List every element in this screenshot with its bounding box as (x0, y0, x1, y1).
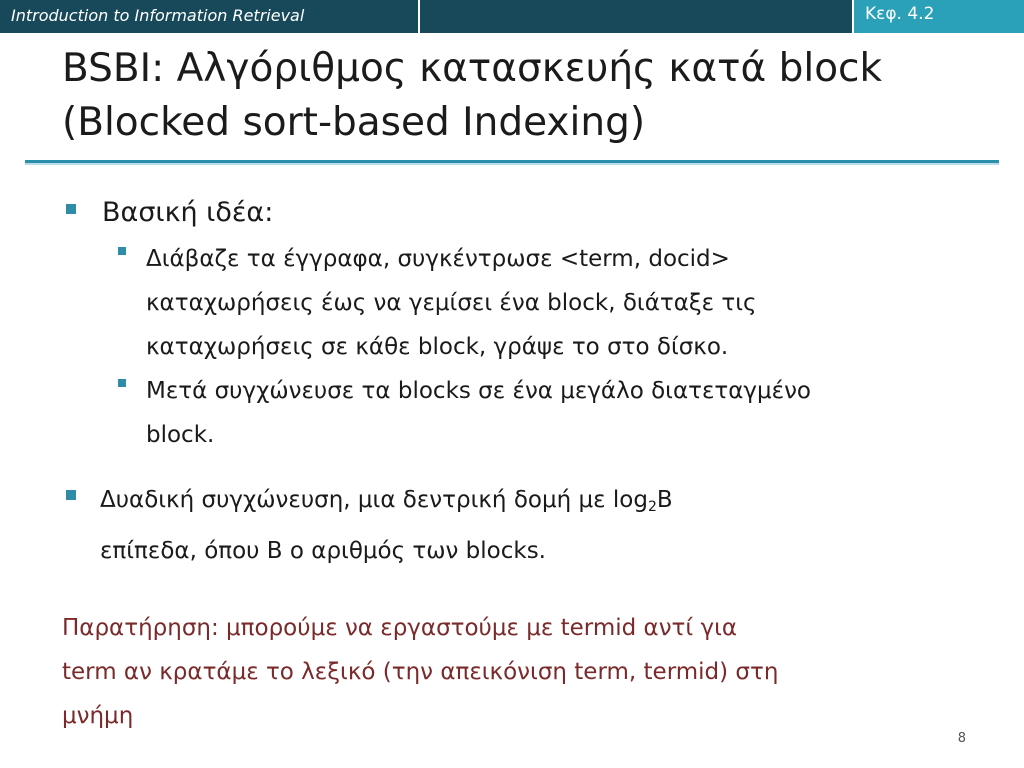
header-spacer (420, 0, 852, 33)
chapter-banner (854, 0, 1024, 33)
square-bullet-icon (118, 247, 126, 255)
note-line: μνήμη (62, 703, 134, 729)
header-bar (0, 0, 1024, 33)
binary-merge-line-1 (100, 478, 673, 529)
note-line: Παρατήρηση: μπορούμε να εργαστούμε με termid αντί για (62, 615, 738, 641)
sub-bullet-line: καταχωρήσεις έως να γεμίσει ένα block, διάταξε τις (146, 290, 757, 316)
sub-bullet-line: Μετά συγχώνευσε τα blocks σε ένα μεγάλο διατεταγμένο (146, 378, 811, 404)
slide-title (62, 42, 1012, 150)
bullet-binary-merge-text (100, 478, 673, 573)
square-bullet-icon (66, 204, 76, 214)
observation-note (62, 606, 778, 738)
sub-bullet-line: καταχωρήσεις σε κάθε block, γράψε το στο δίσκο. (146, 334, 729, 360)
square-bullet-icon (118, 379, 126, 387)
sub-bullet-read-documents-text (146, 237, 757, 369)
slide-title-line-2: (Blocked sort-based Indexing) (62, 100, 646, 145)
binary-merge-prefix: Δυαδική συγχώνευση, μια δεντρική δομή με log (100, 487, 648, 513)
sub-bullet-line: block. (146, 422, 215, 448)
chapter-label: Κεφ. 4.2 (865, 4, 935, 24)
note-line: term αν κρατάμε το λεξικό (την απεικόνιση term, termid) στη (62, 659, 779, 685)
course-banner (0, 0, 418, 33)
binary-merge-suffix: B (656, 487, 673, 513)
slide-title-line-1: BSBI: Αλγόριθμος κατασκευής κατά block (62, 46, 883, 91)
title-divider-shadow (25, 163, 999, 165)
sub-bullet-merge-blocks-text (146, 369, 811, 457)
sub-bullet-line: Διάβαζε τα έγγραφα, συγκέντρωσε <term, docid> (146, 246, 730, 272)
page-number: 8 (957, 731, 966, 746)
course-title: Introduction to Information Retrieval (11, 6, 305, 25)
square-bullet-icon (66, 490, 76, 500)
log-subscript: 2 (647, 499, 657, 515)
bullet-basic-idea-text: Βασική ιδέα: (102, 197, 274, 228)
binary-merge-line-2: επίπεδα, όπου B ο αριθμός των blocks. (100, 538, 546, 564)
